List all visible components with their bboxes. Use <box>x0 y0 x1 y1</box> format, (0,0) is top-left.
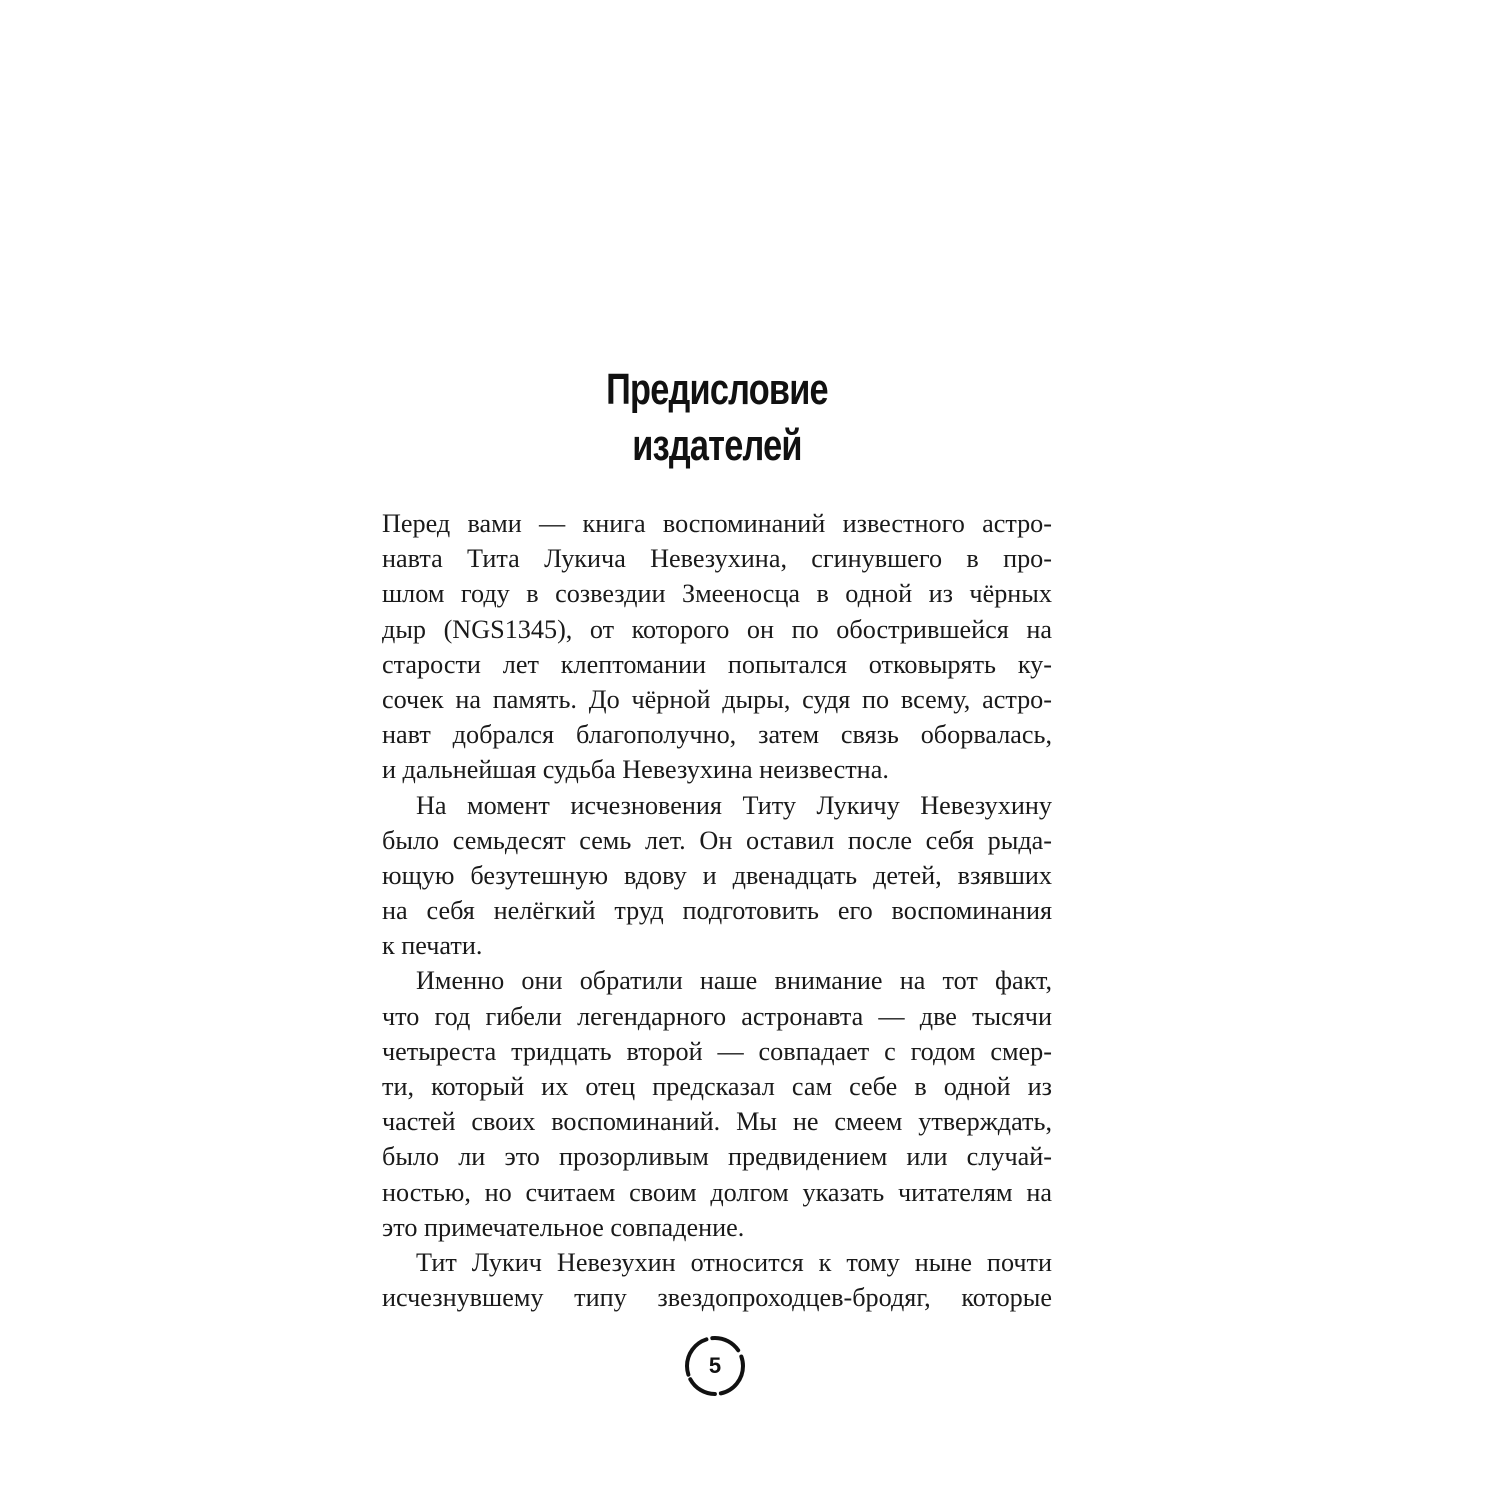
text-line: и дальнейшая судьба Невезухина неизвестна. <box>382 755 889 785</box>
text-line: сочек на память. До чёрной дыры, судя по всему, астро- <box>382 684 1052 714</box>
text-line: на себя нелёгкий труд подготовить его воспоминания <box>382 896 1052 926</box>
text-line: частей своих воспоминаний. Мы не смеем утверждать, <box>382 1107 1052 1137</box>
text-line: Именно они обратили наше внимание на тот факт, <box>416 966 1052 996</box>
text-line: к печати. <box>382 931 483 961</box>
text-line: шлом году в созвездии Змееносца в одной из чёрных <box>382 579 1052 609</box>
text-line: ностью, но считаем своим долгом указать читателям на <box>382 1177 1052 1207</box>
text-line: это примечательное совпадение. <box>382 1212 745 1242</box>
text-line: навта Тита Лукича Невезухина, сгинувшего в про- <box>382 544 1052 574</box>
chapter-title <box>456 362 979 474</box>
text-line: было семьдесят семь лет. Он оставил после себя рыда- <box>382 825 1052 855</box>
text-line: навт добрался благополучно, затем связь оборвалась, <box>382 720 1052 750</box>
page-number: 5 <box>708 1353 722 1378</box>
chapter-title-line-1: Предисловие <box>606 365 828 414</box>
text-line: На момент исчезновения Титу Лукичу Невезухину <box>416 790 1052 820</box>
page-number-badge <box>682 1333 748 1399</box>
text-line: старости лет клептомании попытался отковырять ку- <box>382 649 1052 679</box>
text-line: Тит Лукич Невезухин относится к тому ныне почти <box>416 1247 1052 1277</box>
text-line: ющую безутешную вдову и двенадцать детей, взявших <box>382 860 1052 890</box>
text-line: Перед вами — книга воспоминаний известного астро- <box>382 509 1052 538</box>
text-line: дыр (NGS1345), от которого он по обострившейся на <box>382 614 1052 644</box>
text-line: четыреста тридцать второй — совпадает с годом смер- <box>382 1036 1052 1066</box>
text-line: было ли это прозорливым предвидением или случай- <box>382 1142 1052 1172</box>
text-line: исчезнувшему типу звездопроходцев-бродяг, которые <box>382 1283 1052 1313</box>
text-line: ти, который их отец предсказал сам себе в одной из <box>382 1072 1052 1101</box>
chapter-title-line-2: издателей <box>632 421 802 470</box>
text-line: что год гибели легендарного астронавта — две тысячи <box>382 1001 1052 1031</box>
body-text <box>382 506 1052 1315</box>
